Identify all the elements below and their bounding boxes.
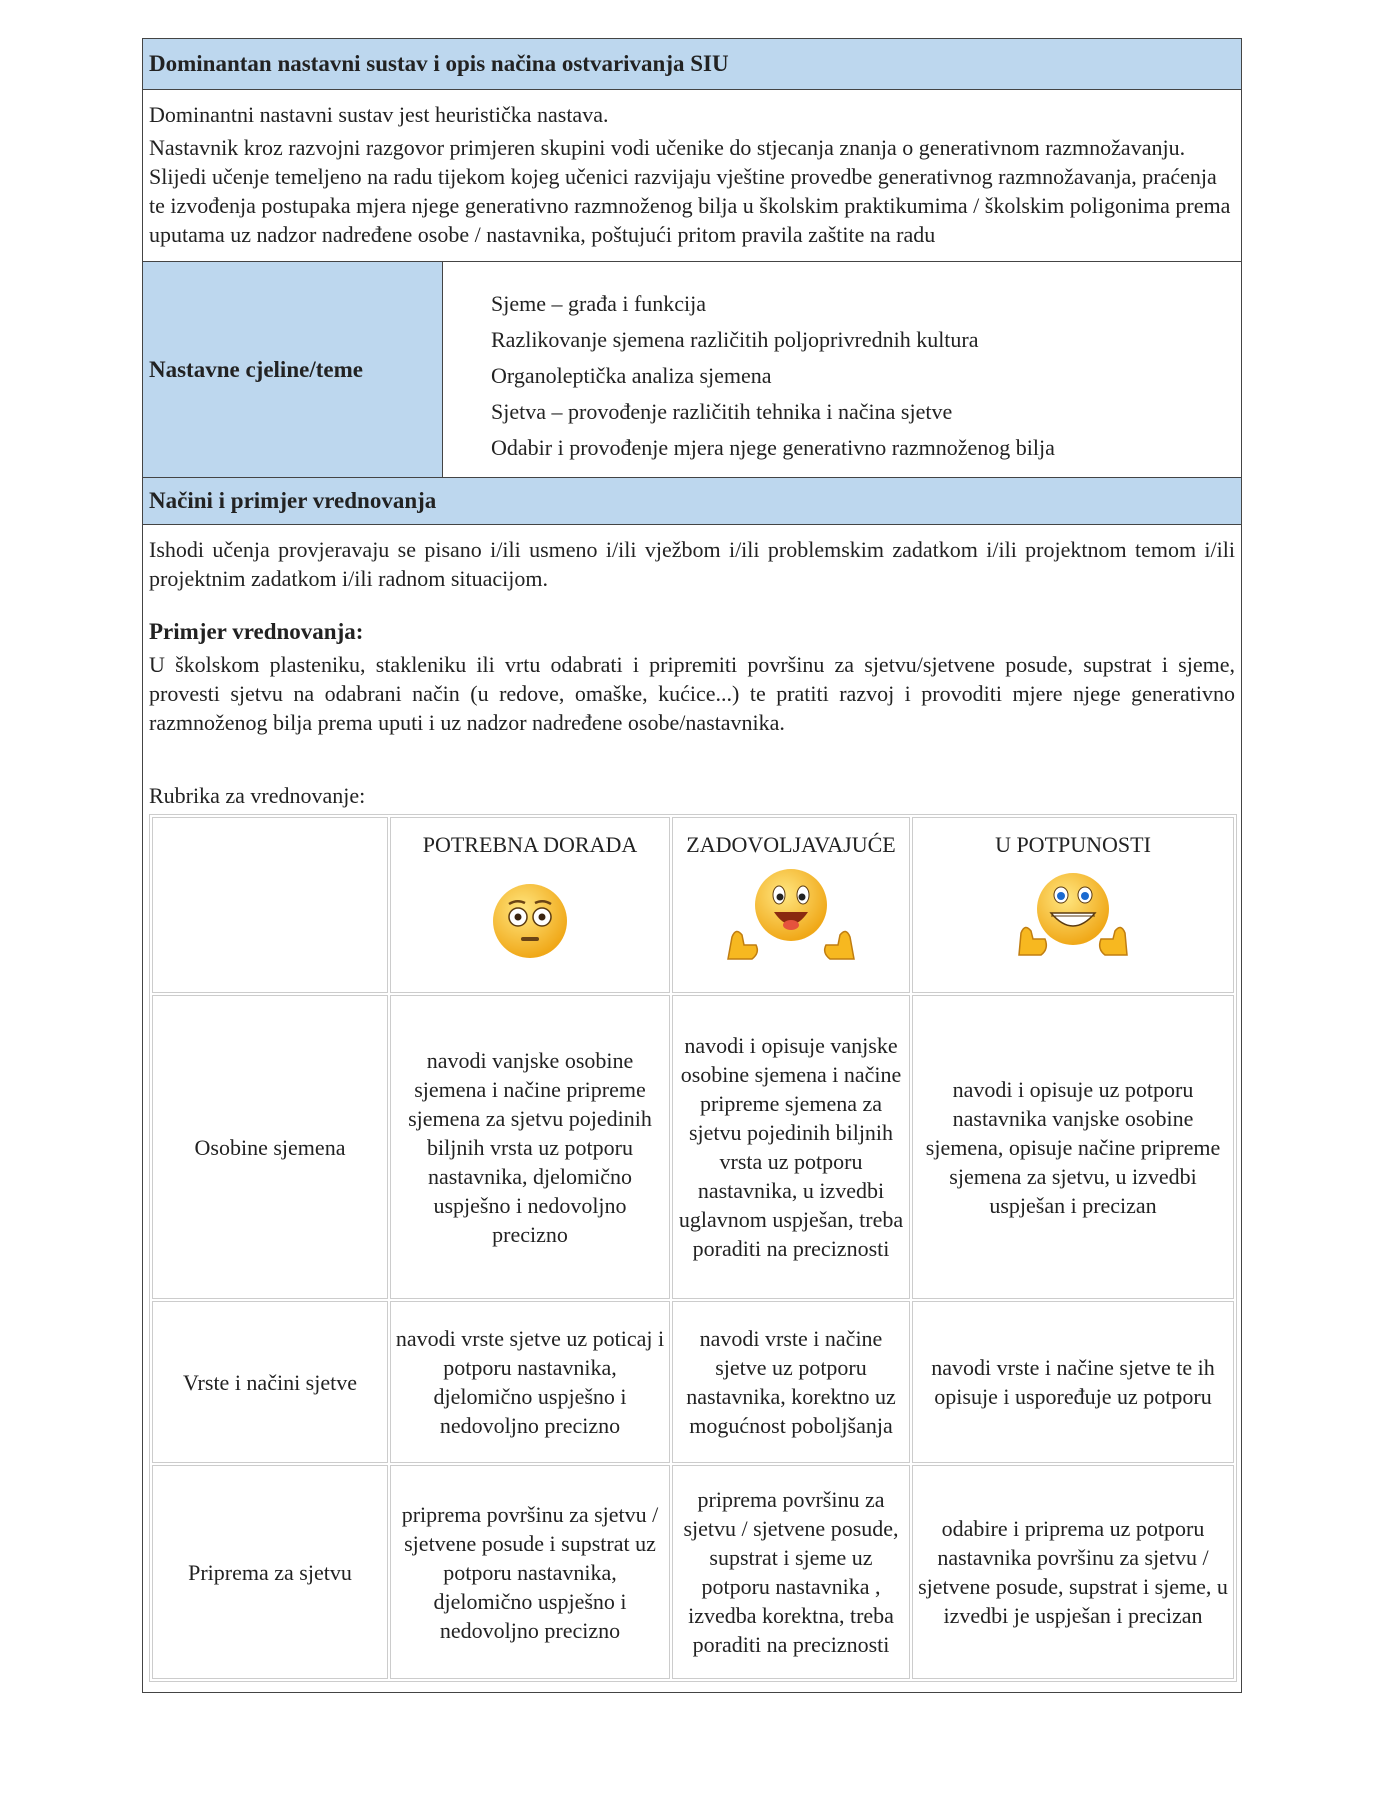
rubric-table xyxy=(149,814,1237,1682)
rubric-label: Rubrika za vrednovanje: xyxy=(149,783,366,808)
topics-list xyxy=(443,262,1055,477)
rubric-row xyxy=(152,995,1234,1299)
teaching-system-paragraph: Nastavnik kroz razvojni razgovor primjeren skupini vodi učenike do stjecanja znanja o generativnom razmnožavanju. Slijedi učenje temeljeno na radu tijekom kojeg učenici razvijaju vještine provedbe generativnog razmnožavanja, praćenja te izvođenja postupaka mjera njege generativno razmnoženog bilja u školskim praktikumima / školskim poligonima prema uputama uz nadzor nadređene osobe / nastavnika, poštujući pritom pravila zaštite na radu xyxy=(149,135,1231,247)
rubric-corner-cell xyxy=(152,817,388,993)
section-title-evaluation: Načini i primjer vrednovanja xyxy=(143,478,1241,525)
rubric-row-label: Priprema za sjetvu xyxy=(152,1465,388,1679)
rubric-cell: priprema površinu za sjetvu / sjetvene posude i supstrat uz potporu nastavnika, djelomično uspješno i nedovoljno precizno xyxy=(390,1465,670,1679)
rubric-row xyxy=(152,1465,1234,1679)
rubric-cell: navodi vanjske osobine sjemena i načine pripreme sjemena za sjetvu pojedinih biljnih vrsta uz potporu nastavnika, djelomično uspješno i nedovoljno precizno xyxy=(390,995,670,1299)
rubric-row-label: Osobine sjemena xyxy=(152,995,388,1299)
smiley-thumbs-up-icon xyxy=(716,865,866,965)
rubric-column-header xyxy=(672,817,910,993)
example-heading: Primjer vrednovanja: xyxy=(149,619,364,644)
rubric-header-row xyxy=(152,817,1234,993)
topic-item: Organoleptička analiza sjemena xyxy=(491,363,772,388)
evaluation-body xyxy=(143,525,1241,1692)
document xyxy=(142,38,1242,1693)
grinning-thumbs-up-icon xyxy=(1013,869,1133,959)
topic-item: Odabir i provođenje mjera njege generativno razmnoženog bilja xyxy=(491,435,1055,460)
flushed-face-icon xyxy=(490,881,570,961)
rubric-cell: navodi vrste sjetve uz poticaj i potporu nastavnika, djelomično uspješno i nedovoljno precizno xyxy=(390,1301,670,1463)
rubric-cell: navodi i opisuje uz potporu nastavnika vanjske osobine sjemena, opisuje načine pripreme sjemena za sjetvu, u izvedbi uspješan i precizan xyxy=(912,995,1234,1299)
rubric-row-label: Vrste i načini sjetve xyxy=(152,1301,388,1463)
rubric-cell: odabire i priprema uz potporu nastavnika površinu za sjetvu / sjetvene posude, supstrat i sjeme, u izvedbi je uspješan i precizan xyxy=(912,1465,1234,1679)
example-text: U školskom plasteniku, stakleniku ili vrtu odabrati i pripremiti površinu za sjetvu/sjetvene posude, supstrat i sjeme, provesti sjetvu na odabrani način (u redove, omaške, kućice...) te pratiti razvoj i provoditi mjere njege generativno razmnoženog bilja prema uputi i uz nadzor nadređene osobe/nastavnika. xyxy=(149,652,1235,735)
rubric-column-header xyxy=(390,817,670,993)
teaching-system-line: Dominantni nastavni sustav jest heuristička nastava. xyxy=(149,102,609,127)
column-title: U POTPUNOSTI xyxy=(995,832,1151,857)
topic-item: Sjeme – građa i funkcija xyxy=(491,291,707,316)
rubric-cell: navodi vrste i načine sjetve uz potporu nastavnika, korektno uz mogućnost poboljšanja xyxy=(672,1301,910,1463)
rubric-row xyxy=(152,1301,1234,1463)
topic-item: Razlikovanje sjemena različitih poljoprivrednih kultura xyxy=(491,327,979,352)
evaluation-intro: Ishodi učenja provjeravaju se pisano i/ili usmeno i/ili vježbom i/ili problemskim zadatkom i/ili projektnom temom i/ili projektnim zadatkom i/ili radnom situacijom. xyxy=(149,537,1235,591)
rubric-cell: priprema površinu za sjetvu / sjetvene posude, supstrat i sjeme uz potporu nastavnika , izvedba korektna, treba poraditi na preciznosti xyxy=(672,1465,910,1679)
topic-item: Sjetva – provođenje različitih tehnika i načina sjetve xyxy=(491,399,953,424)
rubric-cell: navodi vrste i načine sjetve te ih opisuje i uspoređuje uz potporu xyxy=(912,1301,1234,1463)
topics-row xyxy=(143,262,1241,478)
rubric-cell: navodi i opisuje vanjske osobine sjemena i načine pripreme sjemena za sjetvu pojedinih biljnih vrsta uz potporu nastavnika, u izvedbi uglavnom uspješan, treba poraditi na preciznosti xyxy=(672,995,910,1299)
column-title: POTREBNA DORADA xyxy=(422,832,638,857)
column-title: ZADOVOLJAVAJUĆE xyxy=(686,832,896,857)
rubric-column-header xyxy=(912,817,1234,993)
teaching-system-description xyxy=(143,90,1241,262)
section-title-teaching-system: Dominantan nastavni sustav i opis načina ostvarivanja SIU xyxy=(143,39,1241,90)
topics-label: Nastavne cjeline/teme xyxy=(143,262,443,477)
main-table xyxy=(142,38,1242,1693)
